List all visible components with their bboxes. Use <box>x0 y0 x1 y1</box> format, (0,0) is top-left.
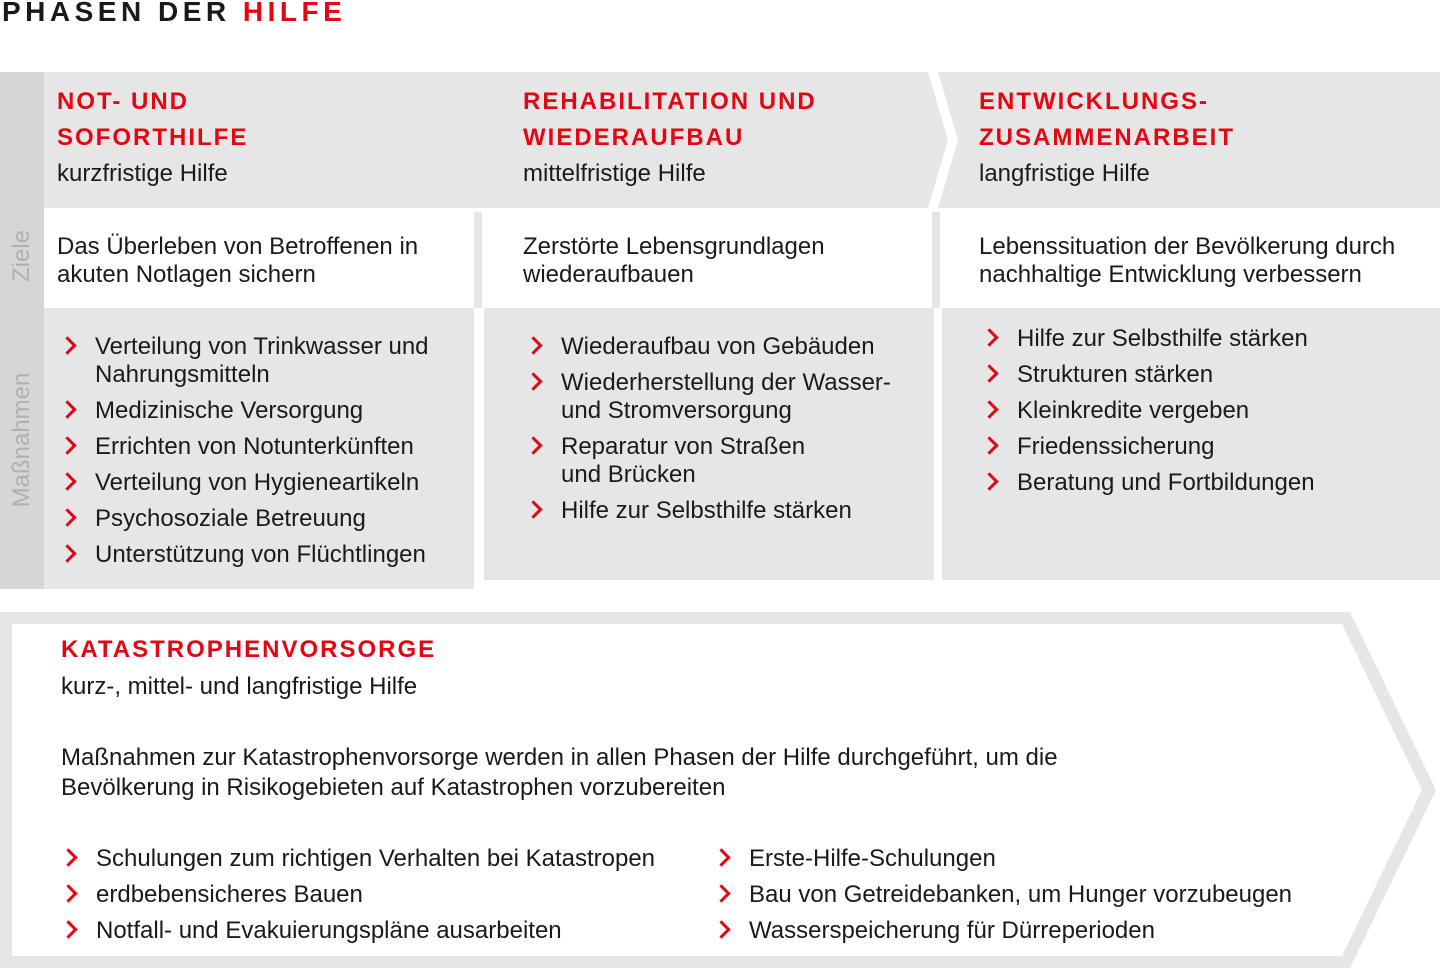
list-item: Medizinische Versorgung <box>57 397 472 425</box>
phase-2-massnahmen-list <box>523 333 928 533</box>
title-part-2: HILFE <box>242 0 347 27</box>
phase-3-heading <box>979 84 1235 156</box>
chevron-right-icon <box>58 544 76 562</box>
chevron-right-icon <box>524 436 542 454</box>
phase-1-massnahmen-list <box>57 333 472 577</box>
phase-2-heading-line-1: REHABILITATION UND <box>523 88 817 115</box>
chevron-right-icon <box>524 336 542 354</box>
vorsorge-left-list <box>58 845 718 953</box>
phase-2-heading-line-2: WIEDERAUFBAU <box>523 124 745 151</box>
vorsorge-subtitle: kurz-, mittel- und langfristige Hilfe <box>61 673 418 700</box>
list-item: erdbebensicheres Bauen <box>58 881 718 909</box>
chevron-right-icon <box>980 472 998 490</box>
list-item: Unterstützung von Flüchtlingen <box>57 541 472 569</box>
list-item: Wasserspeicherung für Dürreperioden <box>711 917 1351 945</box>
chevron-right-icon <box>58 436 76 454</box>
list-item: Hilfe zur Selbsthilfe stärken <box>979 325 1429 353</box>
phase-1-heading-line-1: NOT- UND <box>57 88 189 115</box>
phase-1-heading-line-2: SOFORTHILFE <box>57 124 249 151</box>
chevron-right-icon <box>59 848 77 866</box>
vorsorge-heading: KATASTROPHENVORSORGE <box>61 636 437 663</box>
list-item: Wiederaufbau von Gebäuden <box>523 333 928 361</box>
chevron-right-icon <box>980 436 998 454</box>
chevron-right-icon <box>59 920 77 938</box>
chevron-right-icon <box>980 400 998 418</box>
chevron-right-icon <box>58 508 76 526</box>
chevron-right-icon <box>58 336 76 354</box>
list-item: Verteilung von Hygieneartikeln <box>57 469 472 497</box>
list-item: Schulungen zum richtigen Verhalten bei Katastropen <box>58 845 718 873</box>
list-item: Friedenssicherung <box>979 433 1429 461</box>
phase-2-heading <box>523 84 817 156</box>
ziele-separator-2 <box>932 212 940 308</box>
list-item: Errichten von Notunterkünften <box>57 433 472 461</box>
chevron-right-icon <box>712 848 730 866</box>
phase-3-ziel: Lebenssituation der Bevölkerung durch nachhaltige Entwicklung verbessern <box>979 233 1396 288</box>
chevron-right-icon <box>58 472 76 490</box>
row-label-massnahmen: Maßnahmen <box>8 372 35 508</box>
chevron-right-icon <box>980 364 998 382</box>
chevron-right-icon <box>58 400 76 418</box>
list-item: Wiederherstellung der Wasser- und Stromversorgung <box>523 369 928 425</box>
list-item: Psychosoziale Betreuung <box>57 505 472 533</box>
title-part-1: PHASEN DER <box>2 0 243 27</box>
chevron-right-icon <box>712 920 730 938</box>
phase-3-massnahmen-list <box>979 325 1429 505</box>
phase-2-ziel: Zerstörte Lebensgrundlagen wiederaufbauen <box>523 233 825 288</box>
list-item: Notfall- und Evakuierungspläne ausarbeiten <box>58 917 718 945</box>
ziele-separator-1 <box>474 212 482 308</box>
phase-2-subtitle: mittelfristige Hilfe <box>523 160 706 187</box>
list-item: Beratung und Fortbildungen <box>979 469 1429 497</box>
list-item: Hilfe zur Selbsthilfe stärken <box>523 497 928 525</box>
vorsorge-right-list <box>711 845 1351 953</box>
list-item: Strukturen stärken <box>979 361 1429 389</box>
page-title <box>2 0 346 28</box>
chevron-right-icon <box>59 884 77 902</box>
list-item: Verteilung von Trinkwasser und Nahrungsmitteln <box>57 333 472 389</box>
list-item: Erste-Hilfe-Schulungen <box>711 845 1351 873</box>
phase-3-subtitle: langfristige Hilfe <box>979 160 1150 187</box>
vorsorge-description: Maßnahmen zur Katastrophenvorsorge werden in allen Phasen der Hilfe durchgeführt, um die Bevölkerung in Risikogebieten auf Katastrophen vorzubereiten <box>61 744 1058 801</box>
row-label-ziele: Ziele <box>8 229 35 283</box>
list-item: Kleinkredite vergeben <box>979 397 1429 425</box>
phase-3-heading-line-1: ENTWICKLUNGS- <box>979 88 1209 115</box>
chevron-right-icon <box>712 884 730 902</box>
list-item: Bau von Getreidebanken, um Hunger vorzubeugen <box>711 881 1351 909</box>
list-item: Reparatur von Straßen und Brücken <box>523 433 928 489</box>
phase-1-ziel: Das Überleben von Betroffenen in akuten Notlagen sichern <box>57 233 419 288</box>
phase-1-heading <box>57 84 248 156</box>
chevron-right-icon <box>980 328 998 346</box>
chevron-right-icon <box>524 372 542 390</box>
phase-3-heading-line-2: ZUSAMMENARBEIT <box>979 124 1235 151</box>
phase-1-subtitle: kurzfristige Hilfe <box>57 160 228 187</box>
chevron-right-icon <box>524 500 542 518</box>
